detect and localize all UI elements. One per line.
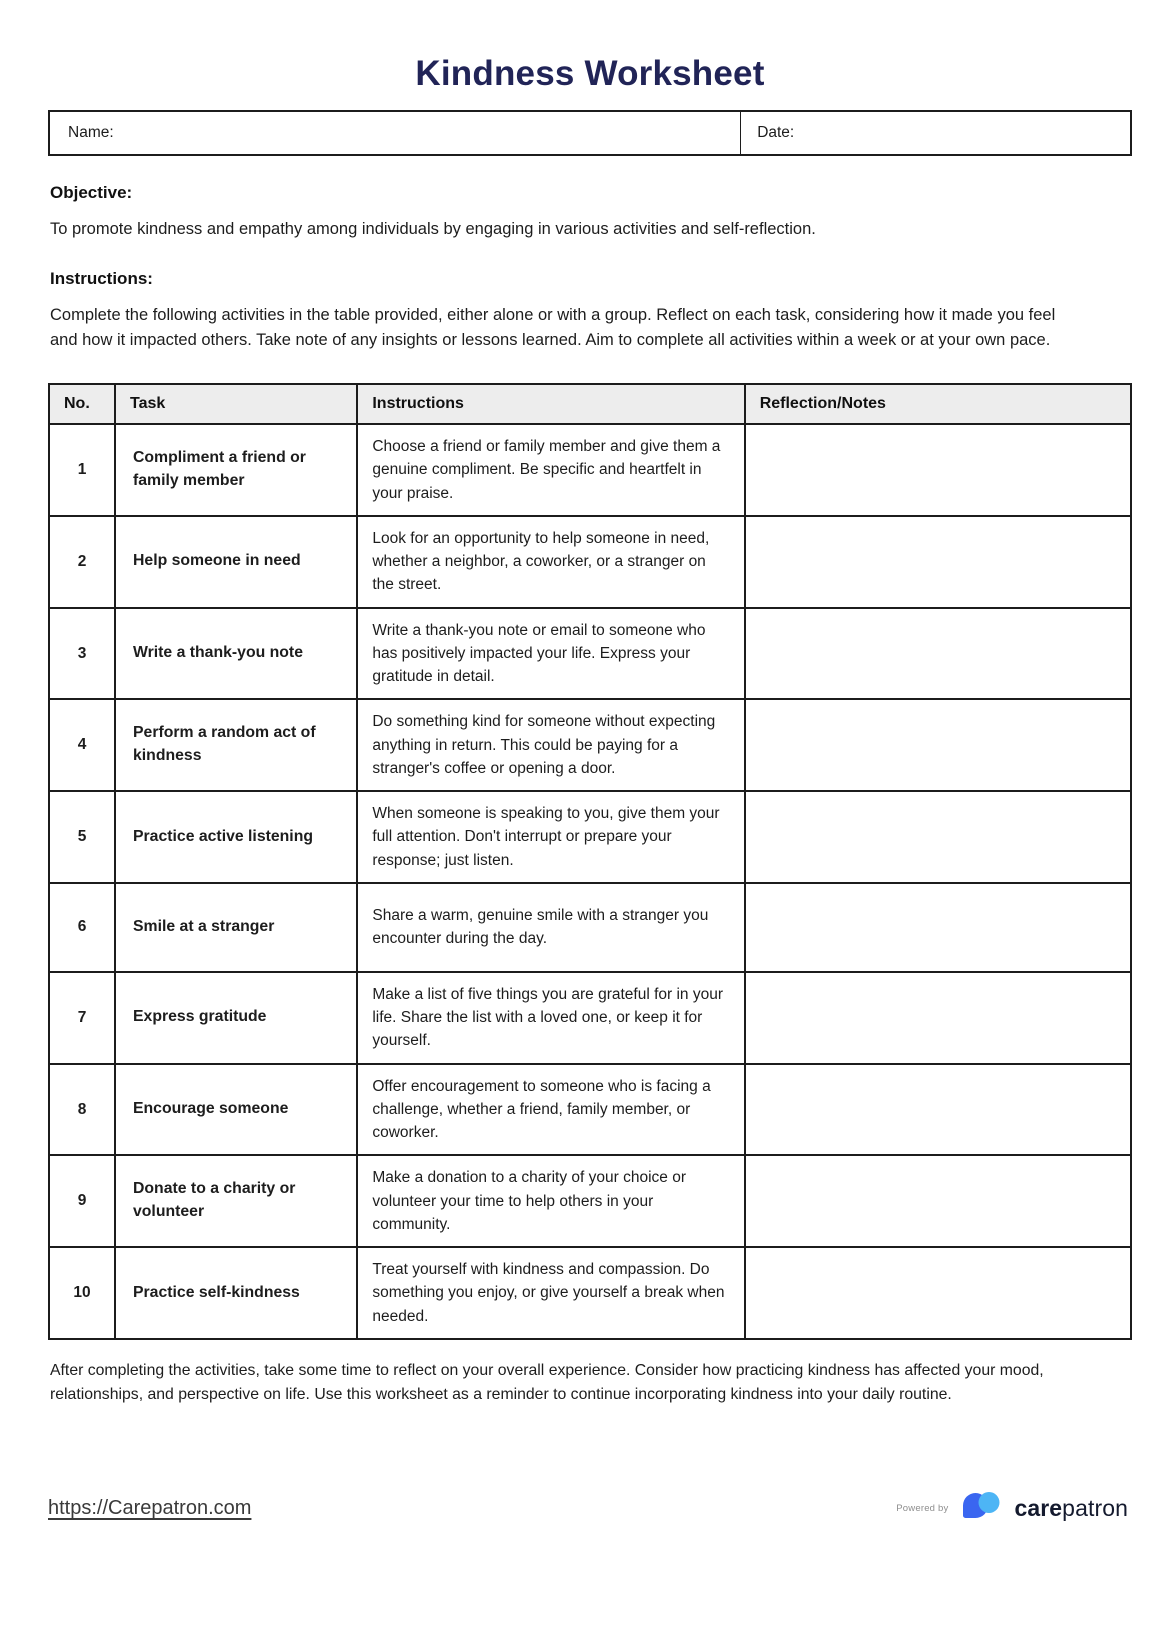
instructions-cell: Treat yourself with kindness and compassion. Do something you enjoy, or give yourself a break when needed. <box>357 1247 744 1339</box>
row-number-cell: 3 <box>49 608 115 700</box>
wordmark-care: care <box>1014 1494 1063 1521</box>
row-number-cell: 7 <box>49 972 115 1064</box>
task-cell: Express gratitude <box>115 972 357 1064</box>
task-cell: Smile at a stranger <box>115 883 357 972</box>
task-table-body <box>49 424 1131 1339</box>
closing-text: After completing the activities, take some time to reflect on your overall experience. Consider how practicing kindness has affected your mood, relationships, and perspective on life. Use this worksheet as a reminder to continue incorporating kindness into your daily routine. <box>50 1361 1044 1403</box>
col-header-task: Task <box>115 384 357 424</box>
date-field <box>741 112 1130 154</box>
reflection-notes-cell <box>745 516 1131 608</box>
table-row <box>49 1247 1131 1339</box>
instructions-cell: When someone is speaking to you, give them your full attention. Don't interrupt or prepare your response; just listen. <box>357 791 744 883</box>
instructions-cell: Look for an opportunity to help someone in need, whether a neighbor, a coworker, or a stranger on the street. <box>357 516 744 608</box>
objective-heading: Objective: <box>50 183 133 202</box>
carepatron-brand <box>896 1490 1128 1526</box>
instructions-heading: Instructions: <box>50 269 153 289</box>
instructions-cell: Make a list of five things you are grateful for in your life. Share the list with a loved one, or keep it for yourself. <box>357 972 744 1064</box>
col-header-reflection-notes: Reflection/Notes <box>745 384 1131 424</box>
row-number-cell: 1 <box>49 424 115 516</box>
table-row <box>49 516 1131 608</box>
footer-bar <box>48 1490 1132 1526</box>
reflection-notes-cell <box>745 608 1131 700</box>
reflection-notes-cell <box>745 1064 1131 1156</box>
instructions-cell: Do something kind for someone without expecting anything in return. This could be paying for a stranger's coffee or opening a door. <box>357 699 744 791</box>
table-header-row <box>49 384 1131 424</box>
instructions-cell: Choose a friend or family member and give them a genuine compliment. Be specific and heartfelt in your praise. <box>357 424 744 516</box>
table-row <box>49 972 1131 1064</box>
instructions-text: Complete the following activities in the table provided, either alone or with a group. Reflect on each task, considering how it made you feel and how it impacted others. Take note of any insights or lessons learned. Aim to complete all activities within a week or at your own pace. <box>50 306 1056 350</box>
row-number-cell: 9 <box>49 1155 115 1247</box>
col-header-instructions: Instructions <box>357 384 744 424</box>
task-cell: Encourage someone <box>115 1064 357 1156</box>
reflection-notes-cell <box>745 972 1131 1064</box>
table-row <box>49 791 1131 883</box>
wordmark-patron: patron <box>1062 1494 1128 1521</box>
reflection-notes-cell <box>745 699 1131 791</box>
task-cell: Practice active listening <box>115 791 357 883</box>
row-number-cell: 8 <box>49 1064 115 1156</box>
table-row <box>49 1155 1131 1247</box>
instructions-cell: Offer encouragement to someone who is facing a challenge, whether a friend, family member, or coworker. <box>357 1064 744 1156</box>
col-header-no: No. <box>49 384 115 424</box>
table-row <box>49 883 1131 972</box>
powered-by-label: Powered by <box>896 1502 949 1514</box>
name-date-box <box>48 110 1132 156</box>
task-cell: Perform a random act of kindness <box>115 699 357 791</box>
table-row <box>49 699 1131 791</box>
carepatron-logo-icon <box>961 1490 1001 1526</box>
name-field <box>50 112 741 154</box>
instructions-cell: Share a warm, genuine smile with a stranger you encounter during the day. <box>357 883 744 972</box>
carepatron-link[interactable]: https://Carepatron.com <box>48 1496 252 1519</box>
objective-text: To promote kindness and empathy among individuals by engaging in various activities and self-reflection. <box>50 220 816 238</box>
date-label: Date: <box>757 124 795 141</box>
carepatron-wordmark <box>1014 1495 1128 1522</box>
task-cell: Help someone in need <box>115 516 357 608</box>
row-number-cell: 6 <box>49 883 115 972</box>
row-number-cell: 10 <box>49 1247 115 1339</box>
table-row <box>49 1064 1131 1156</box>
row-number-cell: 5 <box>49 791 115 883</box>
table-row <box>49 424 1131 516</box>
reflection-notes-cell <box>745 883 1131 972</box>
reflection-notes-cell <box>745 791 1131 883</box>
task-cell: Compliment a friend or family member <box>115 424 357 516</box>
task-cell: Donate to a charity or volunteer <box>115 1155 357 1247</box>
task-cell: Write a thank-you note <box>115 608 357 700</box>
task-cell: Practice self-kindness <box>115 1247 357 1339</box>
page-title: Kindness Worksheet <box>415 54 765 93</box>
reflection-notes-cell <box>745 1155 1131 1247</box>
name-label: Name: <box>68 124 114 141</box>
row-number-cell: 4 <box>49 699 115 791</box>
table-row <box>49 608 1131 700</box>
row-number-cell: 2 <box>49 516 115 608</box>
instructions-cell: Write a thank-you note or email to someone who has positively impacted your life. Express your gratitude in detail. <box>357 608 744 700</box>
task-table <box>48 383 1132 1340</box>
reflection-notes-cell <box>745 1247 1131 1339</box>
reflection-notes-cell <box>745 424 1131 516</box>
instructions-cell: Make a donation to a charity of your choice or volunteer your time to help others in your community. <box>357 1155 744 1247</box>
